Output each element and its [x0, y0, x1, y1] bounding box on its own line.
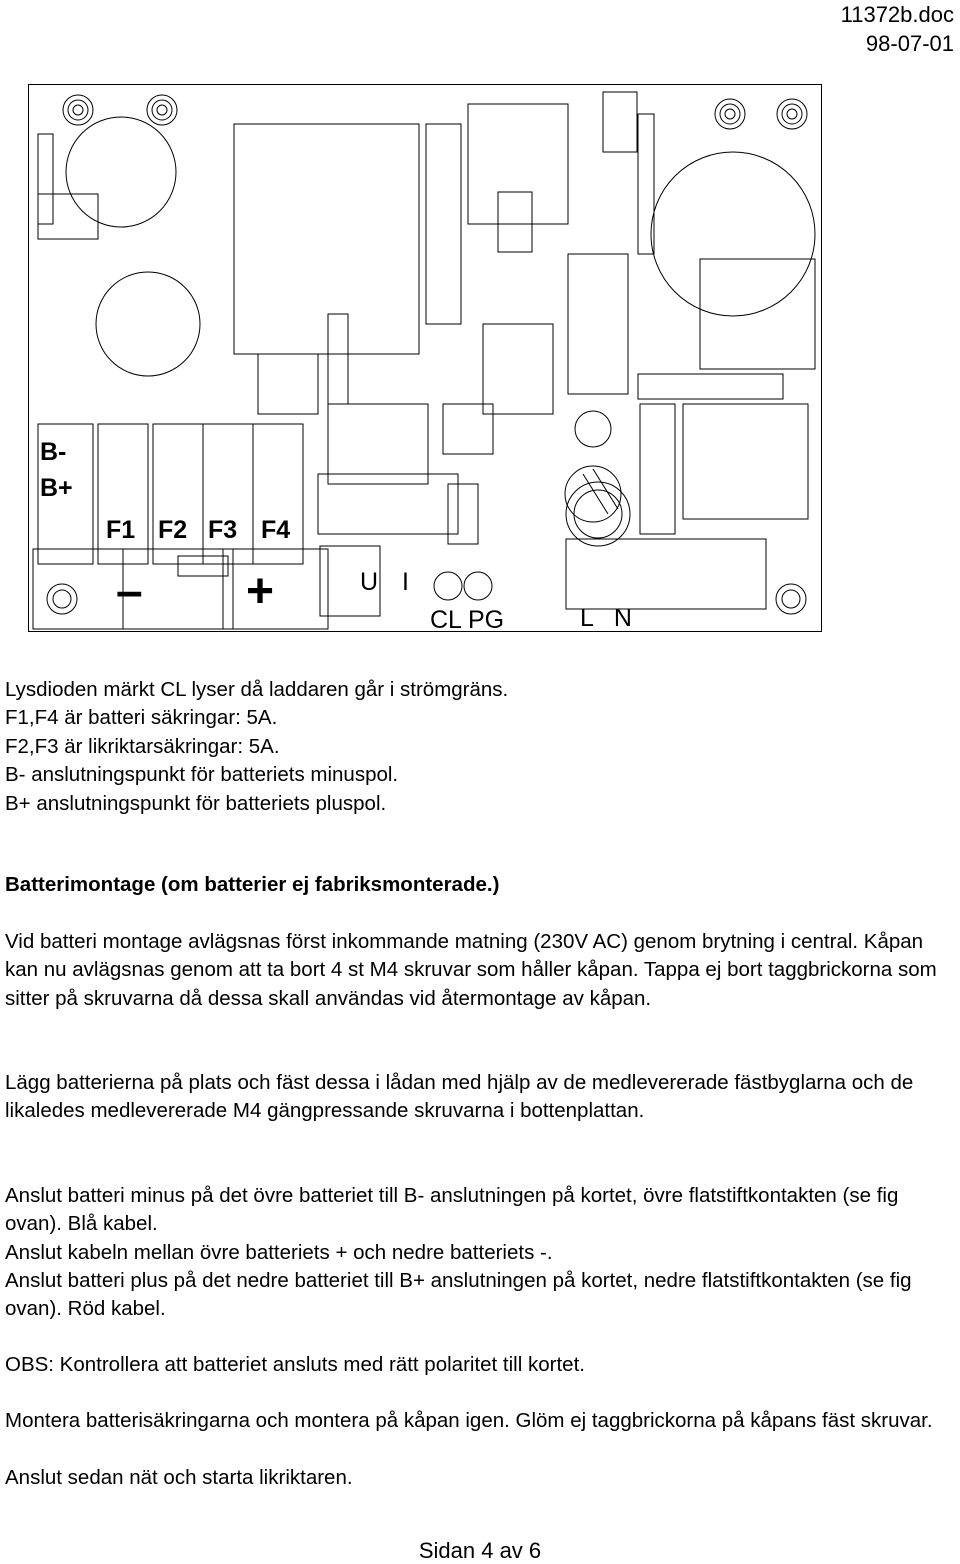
label-b-plus: B+ — [40, 474, 73, 502]
mounting-hole-top-left — [63, 95, 93, 125]
fuse-label-f1: F1 — [106, 516, 136, 544]
label-b-minus: B- — [40, 438, 67, 466]
fuse-label-f4: F4 — [261, 516, 291, 544]
label-i: I — [402, 568, 409, 596]
header-filename: 11372b.doc — [840, 2, 954, 27]
header-date: 98-07-01 — [865, 31, 954, 56]
note-line: F1,F4 är batteri säkringar: 5A. — [5, 706, 278, 730]
note-line: B- anslutningspunkt för batteriets minuspol. — [5, 763, 399, 787]
note-line: F2,F3 är likriktarsäkringar: 5A. — [5, 734, 280, 758]
paragraph-8: Anslut sedan nät och starta likriktaren. — [5, 1466, 353, 1489]
paragraph-7: Montera batterisäkringarna och montera på kåpan igen. Glöm ej taggbrickorna på kåpans fäst skruvar. — [5, 1409, 933, 1432]
section-title: Batterimontage (om batterier ej fabriksmonterade.) — [5, 873, 500, 896]
paragraph-6: OBS: Kontrollera att batteriet ansluts med rätt polaritet till kortet. — [5, 1353, 585, 1376]
note-line: Lysdioden märkt CL lyser då laddaren går i strömgräns. — [5, 678, 509, 701]
fuse-label-f2: F2 — [158, 516, 188, 544]
paragraph-5: Anslut batteri plus på det nedre batteriet till B+ anslutningen på kortet, nedre flatstiftkontakten (se fig ovan). Röd kabel. — [5, 1269, 912, 1321]
paragraph-2: Lägg batterierna på plats och fäst dessa i lådan med hjälp av de medlevererade fästbyglarna och de likaledes medlevererade M4 gängpressande skruvarna i bottenplattan. — [5, 1071, 914, 1123]
note-line: B+ anslutningspunkt för batteriets pluspol. — [5, 791, 387, 815]
figure-notes — [5, 676, 950, 818]
circuit-board-figure — [28, 84, 822, 632]
fuse-label-f3: F3 — [208, 516, 238, 544]
document-header — [841, 0, 954, 58]
pcb-outline-drawing — [28, 84, 822, 632]
paragraph-1: Vid batteri montage avlägsnas först inkommande matning (230V AC) genom brytning i central. Kåpan kan nu avlägsnas genom att ta bort 4 st M4 skruvar som håller kåpan. Tappa ej bort taggbrickorna som sitter på skruvarna då dessa skall användas vid återmontage av kåpan. — [5, 930, 937, 1010]
plus-terminal-label: + — [246, 565, 275, 618]
minus-terminal-label: – — [116, 565, 143, 618]
paragraph-3: Anslut batteri minus på det övre batteriet till B- anslutningen på kortet, övre flatstiftkontakten (se fig ovan). Blå kabel. — [5, 1184, 899, 1236]
label-l-n: L N — [580, 604, 632, 632]
page-number: Sidan 4 av 6 — [418, 1538, 542, 1563]
paragraph-4: Anslut kabeln mellan övre batteriets + och nedre batteriets -. — [5, 1241, 553, 1264]
label-u: U — [360, 568, 379, 596]
label-cl-pg: CL PG — [430, 606, 505, 634]
